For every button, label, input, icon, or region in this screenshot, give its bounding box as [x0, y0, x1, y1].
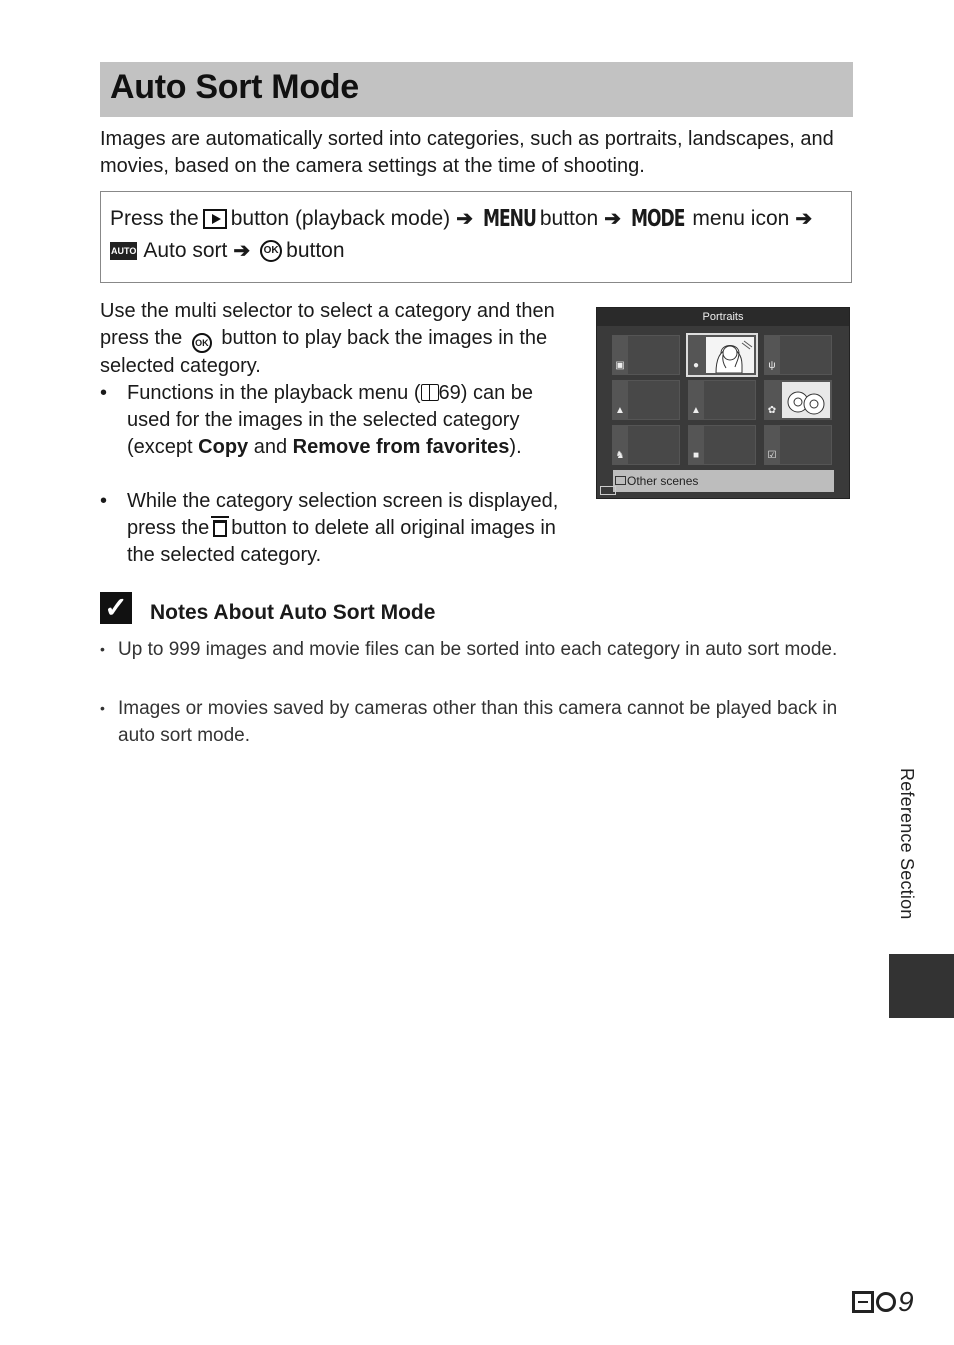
category-cell-dusk: [688, 380, 756, 420]
flower-category-icon: ✿: [767, 405, 777, 416]
check-icon: ✓: [100, 592, 132, 624]
reference-section-icon: [876, 1292, 896, 1312]
bullet-dot: •: [100, 382, 108, 404]
bullet-item: [100, 488, 570, 569]
book-reference-icon: [421, 384, 439, 401]
procedure-text: button: [286, 238, 345, 262]
bullet-text: Functions in the playback menu ( 69) can be used for the images in the selected category (except Copy and Remove from favorites).: [127, 382, 534, 458]
pet-category-icon: ♞: [615, 450, 625, 461]
mode-icon: MODE: [631, 205, 685, 232]
landscape-category-icon: ▣: [615, 360, 625, 371]
category-cell-retouched: [764, 425, 832, 465]
other-scenes-label: Other scenes: [627, 474, 699, 488]
procedure-text: button: [539, 206, 599, 230]
page-title: Auto Sort Mode: [110, 68, 359, 106]
section-tab: [889, 954, 954, 1018]
portrait-thumbnail: [706, 337, 754, 373]
note-item: [100, 636, 860, 663]
procedure-line-1: [110, 206, 818, 231]
bullet-dot: •: [100, 641, 105, 657]
notes-heading: Notes About Auto Sort Mode: [150, 601, 436, 624]
procedure-text: Press the: [110, 206, 199, 230]
category-cell-scenery: [612, 335, 680, 375]
procedure-text: menu icon: [692, 206, 790, 230]
procedure-text: button (playback mode): [230, 206, 451, 230]
note-text: Up to 999 images and movie files can be sorted into each category in auto sort mode.: [118, 639, 838, 660]
procedure-line-2: [110, 238, 345, 263]
arrow-icon: ➔: [604, 208, 621, 230]
arrow-icon: ➔: [456, 208, 473, 230]
para-text: Use the multi selector to select a category and then press the: [100, 300, 555, 349]
bullet-text: While the category selection screen is displayed, press the button to delete all original images in the selected category.: [127, 490, 559, 566]
portrait-category-icon: ●: [692, 360, 700, 371]
flower-thumbnail: [782, 382, 830, 418]
arrow-icon: ➔: [233, 240, 251, 262]
instruction-paragraph: [100, 298, 570, 380]
category-cell-landscapes: [612, 380, 680, 420]
movie-category-icon: ■: [692, 450, 700, 461]
other-scenes-icon: [615, 476, 626, 485]
arrow-icon: ➔: [795, 208, 813, 230]
screen-header: Portraits: [597, 308, 849, 326]
page-number-value: 9: [898, 1286, 914, 1317]
other-scenes-bar: [613, 470, 834, 492]
retouch-category-icon: ☑: [767, 450, 777, 461]
category-cell-closeups: [764, 380, 832, 420]
category-cell-food: [764, 335, 832, 375]
playback-icon: [203, 209, 227, 229]
bullet-dot: •: [100, 490, 108, 512]
reference-section-icon: [852, 1291, 874, 1313]
section-side-label: Reference Section: [897, 768, 917, 920]
bullet-item: [100, 380, 570, 461]
battery-icon: [600, 486, 616, 495]
category-cell-pets: [612, 425, 680, 465]
category-cell-portraits: [688, 335, 756, 375]
trash-icon: [213, 520, 227, 537]
bullet-dot: •: [100, 700, 105, 716]
intro-paragraph: Images are automatically sorted into categories, such as portraits, landscapes, and movies, based on the camera settings at the time of shooting.: [100, 128, 834, 177]
category-selection-screen: [596, 307, 850, 499]
food-category-icon: ψ: [768, 360, 776, 371]
page-number: [852, 1286, 914, 1318]
procedure-text: Auto sort: [143, 238, 228, 262]
title-bar: [100, 62, 853, 117]
note-text: Images or movies saved by cameras other than this camera cannot be played back in auto sort mode.: [118, 698, 838, 746]
night-landscape-category-icon: ▲: [691, 405, 701, 416]
mountain-category-icon: ▲: [615, 405, 625, 416]
ok-button-icon: OK: [260, 240, 282, 262]
ok-button-icon: OK: [192, 333, 212, 353]
category-cell-movies: [688, 425, 756, 465]
auto-sort-icon: AUTO: [110, 242, 137, 260]
note-item: [100, 695, 860, 749]
procedure-box: [100, 191, 852, 283]
menu-icon: MENU: [482, 205, 536, 232]
para-text: button to play back the images in the selected category.: [100, 327, 548, 377]
